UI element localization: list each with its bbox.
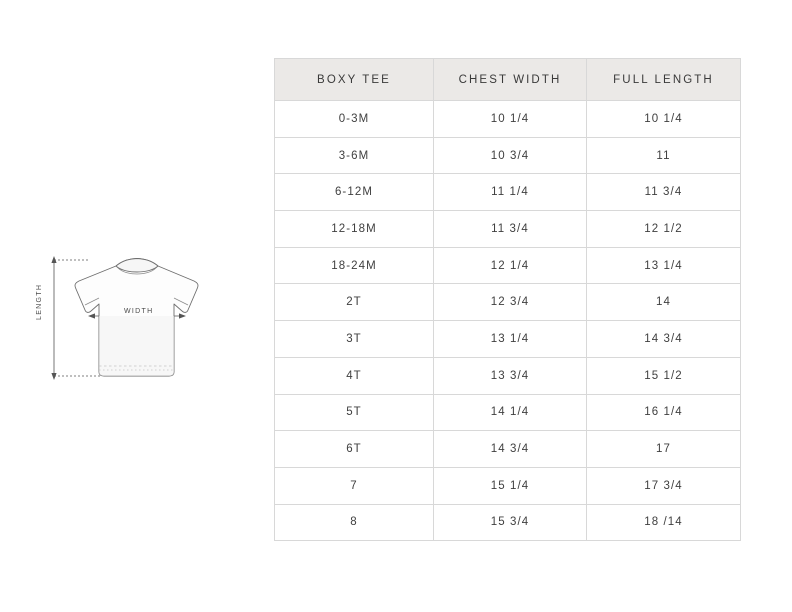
garment-diagram [36,248,240,398]
cell-full-length: 18 /14 [587,504,741,541]
cell-full-length: 11 [587,137,741,174]
width-measure-label: WIDTH [124,308,154,315]
cell-size: 3-6M [275,137,434,174]
cell-size: 12-18M [275,211,434,248]
cell-size: 6T [275,431,434,468]
length-measure-label: LENGTH [36,283,43,320]
cell-full-length: 17 3/4 [587,467,741,504]
column-header-chest-width: CHEST WIDTH [434,59,587,101]
column-header-full-length: FULL LENGTH [587,59,741,101]
cell-chest-width: 11 3/4 [434,211,587,248]
tshirt-illustration-icon [40,248,240,398]
cell-chest-width: 15 1/4 [434,467,587,504]
cell-chest-width: 13 3/4 [434,357,587,394]
cell-size: 8 [275,504,434,541]
cell-full-length: 10 1/4 [587,101,741,138]
cell-size: 0-3M [275,101,434,138]
table-row [275,504,741,541]
table-row [275,357,741,394]
cell-size: 5T [275,394,434,431]
cell-chest-width: 10 3/4 [434,137,587,174]
cell-full-length: 17 [587,431,741,468]
cell-size: 6-12M [275,174,434,211]
cell-full-length: 11 3/4 [587,174,741,211]
table-header-row [275,59,741,101]
cell-size: 4T [275,357,434,394]
column-header-size: BOXY TEE [275,59,434,101]
cell-chest-width: 13 1/4 [434,321,587,358]
cell-chest-width: 10 1/4 [434,101,587,138]
table-row [275,467,741,504]
table-row [275,431,741,468]
cell-chest-width: 14 1/4 [434,394,587,431]
cell-chest-width: 14 3/4 [434,431,587,468]
cell-size: 18-24M [275,247,434,284]
cell-full-length: 14 3/4 [587,321,741,358]
table-row [275,394,741,431]
cell-chest-width: 12 3/4 [434,284,587,321]
table-row [275,284,741,321]
cell-chest-width: 11 1/4 [434,174,587,211]
cell-full-length: 16 1/4 [587,394,741,431]
cell-size: 2T [275,284,434,321]
cell-chest-width: 15 3/4 [434,504,587,541]
table-row [275,247,741,284]
cell-full-length: 15 1/2 [587,357,741,394]
table-row [275,321,741,358]
cell-size: 3T [275,321,434,358]
table-row [275,137,741,174]
cell-full-length: 12 1/2 [587,211,741,248]
table-row [275,174,741,211]
table-row [275,101,741,138]
cell-full-length: 14 [587,284,741,321]
cell-full-length: 13 1/4 [587,247,741,284]
cell-chest-width: 12 1/4 [434,247,587,284]
size-chart-table [274,58,741,541]
table-row [275,211,741,248]
cell-size: 7 [275,467,434,504]
